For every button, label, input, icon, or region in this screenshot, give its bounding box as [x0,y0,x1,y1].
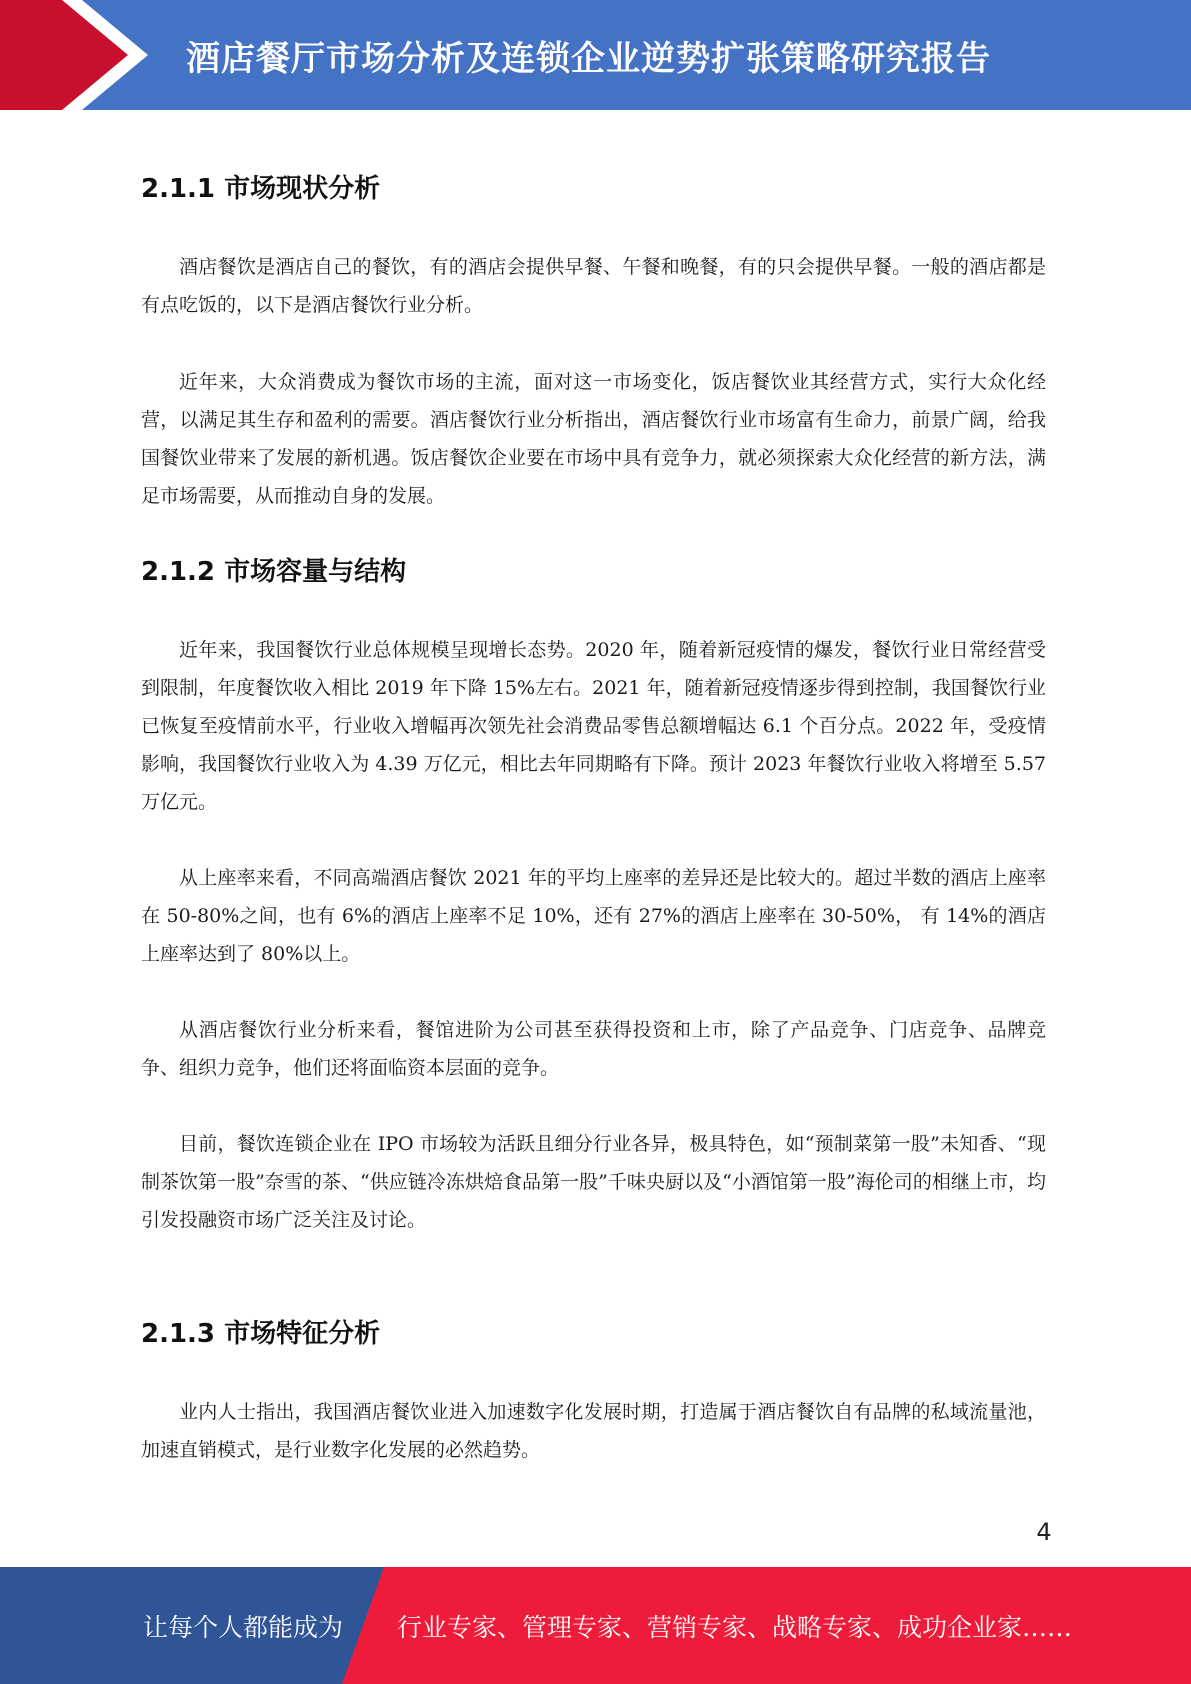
header-banner [0,0,1191,110]
paragraph: 近年来，大众消费成为餐饮市场的主流，面对这一市场变化，饭店餐饮业其经营方式，实行大众化经营，以满足其生存和盈利的需要。酒店餐饮行业分析指出，酒店餐饮行业市场富有生命力，前景广阔，给我国餐饮业带来了发展的新机遇。饭店餐饮企业要在市场中具有竞争力，就必须探索大众化经营的新方法，满足市场需要，从而推动自身的发展。 [141,371,1046,507]
paragraph: 从上座率来看，不同高端酒店餐饮 2021 年的平均上座率的差异还是比较大的。超过半数的酒店上座率在 50-80%之间，也有 6%的酒店上座率不足 10%，还有 27%的酒店上座率在 30-50%， 有 14%的酒店上座率达到了 80%以上。 [141,867,1046,965]
report-title: 酒店餐厅市场分析及连锁企业逆势扩张策略研究报告 [186,38,991,79]
footer-slogan-left: 让每个人都能成为 [143,1612,344,1642]
footer-slogan-right: 行业专家、管理专家、营销专家、战略专家、成功企业家…… [397,1612,1073,1642]
paragraph: 目前，餐饮连锁企业在 IPO 市场较为活跃且细分行业各异，极具特色，如“预制菜第一股”未知香、“现制茶饮第一股”奈雪的茶、“供应链冷冻烘焙食品第一股”千味央厨以及“小酒馆第一股”海伦司的相继上市，均引发投融资市场广泛关注及讨论。 [141,1133,1046,1231]
page-number: 4 [1036,1518,1052,1546]
paragraph: 从酒店餐饮行业分析来看，餐馆进阶为公司甚至获得投资和上市，除了产品竞争、门店竞争、品牌竞争、组织力竞争，他们还将面临资本层面的竞争。 [141,1019,1046,1079]
section-heading-2-1-2: 2.1.2 市场容量与结构 [141,557,407,587]
paragraph: 酒店餐饮是酒店自己的餐饮，有的酒店会提供早餐、午餐和晚餐，有的只会提供早餐。一般的酒店都是有点吃饭的，以下是酒店餐饮行业分析。 [141,256,1046,316]
paragraph: 近年来，我国餐饮行业总体规模呈现增长态势。2020 年，随着新冠疫情的爆发，餐饮行业日常经营受到限制，年度餐饮收入相比 2019 年下降 15%左右。2021 年，随着新冠疫情逐步得到控制，我国餐饮行业已恢复至疫情前水平，行业收入增幅再次领先社会消费品零售总额增幅达 6.1 个百分点。2022 年，受疫情影响，我国餐饮行业收入为 4.39 万亿元，相比去年同期略有下降。预计 2023 年餐饮行业收入将增至 5.57 万亿元。 [141,639,1046,813]
footer-banner [0,1567,1191,1684]
section-heading-2-1-3: 2.1.3 市场特征分析 [141,1319,381,1349]
section-heading-2-1-1: 2.1.1 市场现状分析 [141,174,381,204]
paragraph: 业内人士指出，我国酒店餐饮业进入加速数字化发展时期，打造属于酒店餐饮自有品牌的私域流量池，加速直销模式，是行业数字化发展的必然趋势。 [141,1401,1046,1461]
